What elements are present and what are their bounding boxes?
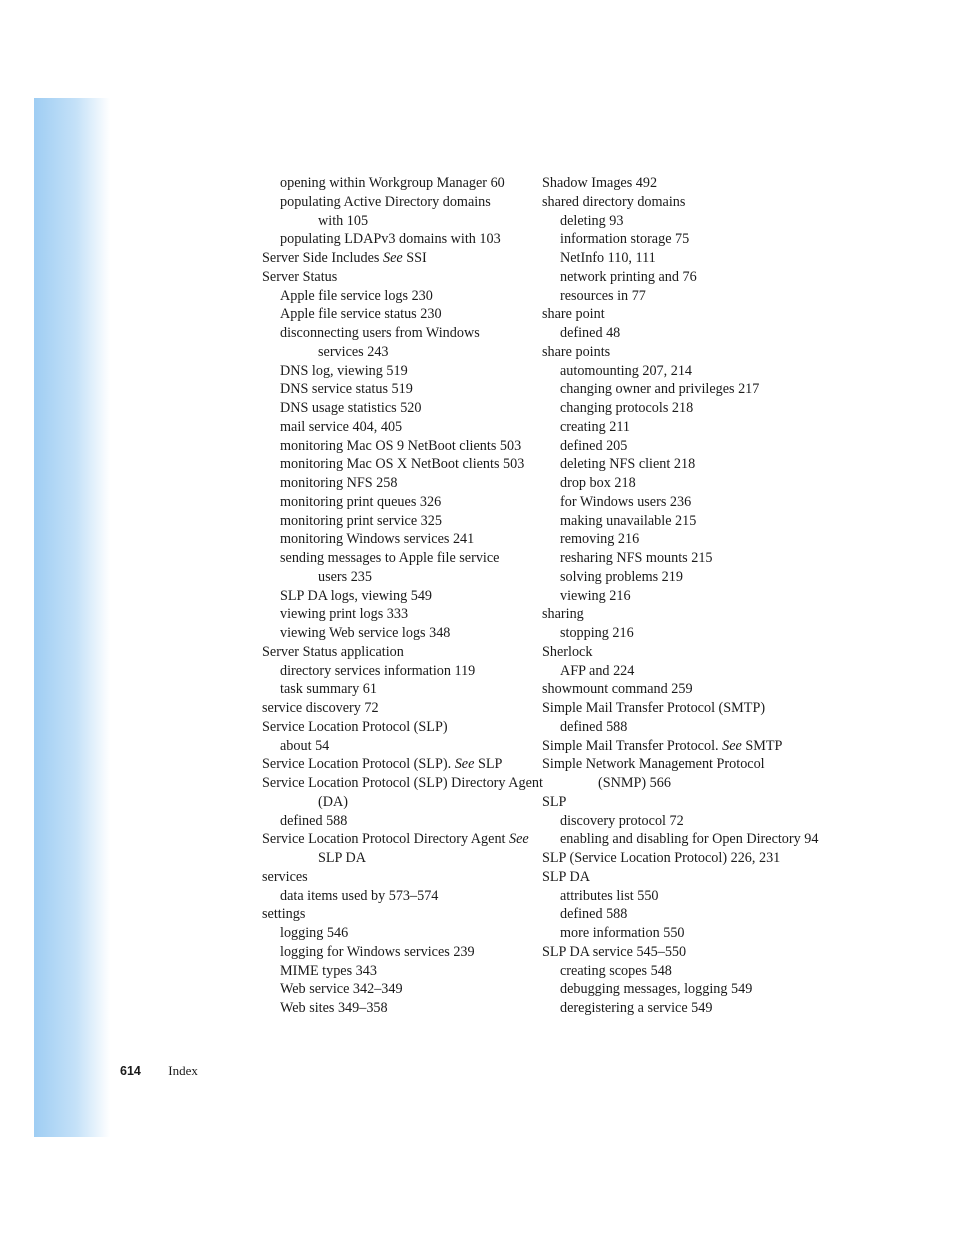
index-entry bbox=[262, 962, 532, 981]
index-entry-text: settings bbox=[262, 906, 306, 923]
index-entry-text: defined 48 bbox=[560, 325, 621, 341]
index-entry-text: deregistering a service 549 bbox=[560, 1000, 713, 1016]
index-entry bbox=[262, 999, 532, 1018]
index-entry-text: Simple Mail Transfer Protocol. bbox=[542, 737, 723, 754]
index-entry bbox=[542, 343, 842, 362]
index-entry bbox=[262, 474, 532, 493]
index-entry bbox=[262, 737, 532, 756]
index-entry-text: AFP and 224 bbox=[560, 662, 635, 679]
index-entry-text: populating Active Directory domains bbox=[280, 193, 491, 210]
index-entry-text: monitoring Mac OS X NetBoot clients 503 bbox=[280, 456, 525, 473]
index-entry bbox=[542, 268, 842, 287]
index-entry-text: Service Location Protocol Directory Agent bbox=[262, 831, 510, 848]
index-entry-text: Simple Network Management Protocol bbox=[542, 756, 765, 773]
index-entry-text: Web sites 349–358 bbox=[280, 1000, 388, 1016]
index-entry-text: monitoring Windows services 241 bbox=[280, 531, 475, 548]
index-entry bbox=[262, 755, 532, 774]
index-entry bbox=[262, 980, 532, 999]
see-target: SLP bbox=[474, 756, 503, 773]
index-entry-text: monitoring print service 325 bbox=[280, 512, 442, 529]
index-entry bbox=[262, 830, 532, 849]
index-entry-text: removing 216 bbox=[560, 531, 640, 548]
index-entry bbox=[262, 718, 532, 737]
index-entry bbox=[542, 549, 842, 568]
index-entry bbox=[542, 324, 842, 343]
index-entry-text: Server Side Includes bbox=[262, 250, 383, 266]
index-entry bbox=[542, 568, 842, 587]
index-entry-text: disconnecting users from Windows bbox=[280, 325, 480, 341]
index-entry-text: monitoring NFS 258 bbox=[280, 475, 398, 491]
index-entry-text: showmount command 259 bbox=[542, 681, 693, 698]
index-entry bbox=[542, 812, 842, 831]
index-entry-text: creating 211 bbox=[560, 418, 630, 435]
index-entry-text: services bbox=[262, 868, 308, 885]
index-entry bbox=[262, 418, 532, 437]
index-entry bbox=[262, 699, 532, 718]
index-entry-text: services 243 bbox=[318, 343, 389, 360]
index-entry-text: DNS usage statistics 520 bbox=[280, 400, 422, 416]
index-entry bbox=[262, 812, 532, 831]
index-entry bbox=[262, 849, 532, 868]
index-entry-text: service discovery 72 bbox=[262, 700, 379, 716]
index-entry bbox=[262, 887, 532, 906]
index-entry-text: more information 550 bbox=[560, 925, 685, 941]
index-entry-text: Server Status application bbox=[262, 643, 404, 660]
index-entry-text: resharing NFS mounts 215 bbox=[560, 550, 713, 566]
index-column-left bbox=[262, 174, 543, 1018]
index-entry bbox=[542, 980, 842, 999]
index-entry bbox=[542, 418, 842, 437]
index-entry bbox=[262, 624, 532, 643]
index-entry-text: solving problems 219 bbox=[560, 568, 683, 585]
index-entry-text: viewing Web service logs 348 bbox=[280, 625, 451, 641]
index-entry bbox=[262, 924, 532, 943]
index-entry bbox=[262, 455, 532, 474]
index-entry-text: Apple file service logs 230 bbox=[280, 287, 433, 304]
index-entry bbox=[542, 943, 842, 962]
index-entry bbox=[262, 512, 532, 531]
index-entry-text: users 235 bbox=[318, 568, 372, 585]
index-entry-text: SLP (Service Location Protocol) 226, 231 bbox=[542, 850, 781, 866]
index-entry bbox=[262, 249, 532, 268]
index-entry bbox=[542, 437, 842, 456]
index-entry bbox=[262, 493, 532, 512]
index-entry bbox=[542, 455, 842, 474]
index-entry-text: data items used by 573–574 bbox=[280, 887, 439, 904]
index-entry bbox=[542, 849, 842, 868]
index-entry bbox=[542, 493, 842, 512]
index-entry bbox=[262, 268, 532, 287]
index-entry-text: defined 588 bbox=[560, 718, 628, 735]
index-entry-text: Sherlock bbox=[542, 643, 593, 660]
side-color-band bbox=[34, 98, 110, 1137]
index-entry-text: deleting 93 bbox=[560, 212, 624, 229]
index-entry-text: defined 205 bbox=[560, 437, 628, 454]
index-entry-text: DNS log, viewing 519 bbox=[280, 362, 408, 379]
index-entry-text: DNS service status 519 bbox=[280, 381, 413, 398]
index-entry bbox=[262, 943, 532, 962]
index-entry bbox=[542, 830, 842, 849]
index-entry-text: monitoring Mac OS 9 NetBoot clients 503 bbox=[280, 437, 522, 454]
index-entry-text: automounting 207, 214 bbox=[560, 362, 693, 379]
index-entry-text: creating scopes 548 bbox=[560, 962, 672, 979]
index-entry bbox=[262, 587, 532, 606]
index-entry bbox=[262, 568, 532, 587]
index-entry bbox=[262, 399, 532, 418]
index-entry-text: drop box 218 bbox=[560, 475, 636, 491]
index-entry bbox=[262, 868, 532, 887]
index-entry bbox=[542, 962, 842, 981]
index-entry bbox=[542, 230, 842, 249]
footer-section-label: Index bbox=[168, 1063, 198, 1078]
page-number: 614 bbox=[120, 1064, 141, 1078]
index-entry bbox=[542, 474, 842, 493]
index-column-right bbox=[542, 174, 842, 1018]
index-entry-text: about 54 bbox=[280, 737, 330, 754]
index-entry-text: changing protocols 218 bbox=[560, 400, 694, 416]
index-entry bbox=[542, 680, 842, 699]
index-entry-text: enabling and disabling for Open Directory 94 bbox=[560, 831, 819, 848]
index-entry-text: MIME types 343 bbox=[280, 962, 377, 979]
index-entry-text: sharing bbox=[542, 606, 584, 623]
index-entry bbox=[542, 624, 842, 643]
index-entry bbox=[542, 774, 842, 793]
index-entry bbox=[262, 380, 532, 399]
index-entry bbox=[262, 212, 532, 231]
index-entry-text: shared directory domains bbox=[542, 193, 686, 210]
index-entry-text: logging 546 bbox=[280, 925, 349, 941]
see-target: SMTP bbox=[741, 737, 783, 754]
index-entry bbox=[542, 662, 842, 681]
index-entry bbox=[542, 212, 842, 231]
index-entry bbox=[542, 287, 842, 306]
index-entry bbox=[262, 343, 532, 362]
index-entry bbox=[542, 793, 842, 812]
page-footer bbox=[120, 1063, 198, 1079]
index-entry-text: Service Location Protocol (SLP) bbox=[262, 718, 448, 735]
index-entry bbox=[542, 905, 842, 924]
index-entry-text: task summary 61 bbox=[280, 681, 377, 698]
index-entry-text: SLP bbox=[542, 793, 567, 810]
index-entry bbox=[542, 643, 842, 662]
index-entry-text: directory services information 119 bbox=[280, 662, 476, 679]
index-entry bbox=[542, 362, 842, 381]
index-entry bbox=[542, 587, 842, 606]
see-target: SSI bbox=[402, 250, 427, 266]
index-entry bbox=[542, 868, 842, 887]
index-entry-text: Simple Mail Transfer Protocol (SMTP) bbox=[542, 700, 766, 716]
index-entry-text: monitoring print queues 326 bbox=[280, 493, 442, 510]
index-entry-text: Service Location Protocol (SLP). bbox=[262, 756, 455, 773]
index-entry bbox=[262, 437, 532, 456]
index-entry-text: attributes list 550 bbox=[560, 887, 659, 904]
index-entry bbox=[262, 680, 532, 699]
index-entry-text: resources in 77 bbox=[560, 287, 646, 304]
index-entry bbox=[542, 512, 842, 531]
index-entry bbox=[262, 230, 532, 249]
index-entry-text: Shadow Images 492 bbox=[542, 175, 658, 191]
index-entry-text: SLP DA bbox=[542, 868, 590, 885]
index-entry-text: Apple file service status 230 bbox=[280, 306, 442, 323]
index-entry bbox=[262, 605, 532, 624]
index-entry bbox=[542, 755, 842, 774]
index-entry bbox=[542, 737, 842, 756]
index-entry-text: mail service 404, 405 bbox=[280, 418, 403, 435]
index-entry bbox=[262, 324, 532, 343]
index-entry bbox=[262, 193, 532, 212]
index-entry-text: SLP DA bbox=[318, 850, 366, 866]
index-entry-text: with 105 bbox=[318, 212, 369, 229]
index-entry-text: defined 588 bbox=[560, 906, 628, 923]
index-entry-text: Server Status bbox=[262, 268, 338, 285]
index-entry bbox=[542, 924, 842, 943]
index-entry bbox=[542, 174, 842, 193]
index-entry-text: logging for Windows services 239 bbox=[280, 943, 475, 960]
index-entry bbox=[542, 530, 842, 549]
index-entry bbox=[262, 549, 532, 568]
index-entry bbox=[542, 249, 842, 268]
index-entry-text: opening within Workgroup Manager 60 bbox=[280, 175, 505, 191]
index-entry-text: (DA) bbox=[318, 793, 348, 810]
index-entry bbox=[542, 605, 842, 624]
index-entry-text: viewing 216 bbox=[560, 587, 631, 604]
index-entry bbox=[262, 793, 532, 812]
see-reference: See bbox=[509, 831, 529, 848]
index-entry-text: populating LDAPv3 domains with 103 bbox=[280, 231, 501, 248]
index-entry bbox=[542, 718, 842, 737]
index-entry bbox=[262, 774, 543, 793]
index-entry bbox=[262, 305, 532, 324]
index-entry-text: network printing and 76 bbox=[560, 268, 697, 285]
index-entry bbox=[542, 999, 842, 1018]
index-entry bbox=[262, 905, 532, 924]
index-entry-text: NetInfo 110, 111 bbox=[560, 250, 656, 266]
index-entry-text: viewing print logs 333 bbox=[280, 606, 409, 623]
index-entry-text: (SNMP) 566 bbox=[598, 775, 671, 791]
index-entry-text: share point bbox=[542, 306, 605, 323]
index-entry bbox=[542, 699, 842, 718]
see-reference: See bbox=[454, 756, 475, 773]
index-entry bbox=[262, 174, 532, 193]
see-reference: See bbox=[722, 737, 742, 754]
index-entry-text: changing owner and privileges 217 bbox=[560, 381, 760, 398]
index-entry-text: discovery protocol 72 bbox=[560, 812, 684, 829]
index-entry-text: SLP DA logs, viewing 549 bbox=[280, 587, 433, 604]
index-entry-text: for Windows users 236 bbox=[560, 493, 692, 510]
index-entry-text: sending messages to Apple file service bbox=[280, 550, 500, 566]
index-entry-text: Web service 342–349 bbox=[280, 981, 403, 998]
see-reference: See bbox=[382, 250, 403, 266]
index-entry bbox=[542, 305, 842, 324]
index-entry-text: stopping 216 bbox=[560, 625, 634, 641]
index-entry bbox=[542, 399, 842, 418]
index-entry bbox=[262, 662, 532, 681]
index-entry-text: making unavailable 215 bbox=[560, 512, 697, 529]
index-entry bbox=[262, 362, 532, 381]
index-entry bbox=[542, 887, 842, 906]
index-entry-text: information storage 75 bbox=[560, 231, 690, 248]
index-entry-text: deleting NFS client 218 bbox=[560, 456, 696, 473]
index-entry bbox=[542, 380, 842, 399]
index-entry-text: share points bbox=[542, 343, 611, 360]
index-entry-text: SLP DA service 545–550 bbox=[542, 943, 687, 960]
index-entry-text: Service Location Protocol (SLP) Directory Agent bbox=[262, 775, 543, 791]
index-entry-text: defined 588 bbox=[280, 812, 348, 829]
index-entry bbox=[262, 530, 532, 549]
index-entry bbox=[262, 287, 532, 306]
index-entry-text: debugging messages, logging 549 bbox=[560, 981, 753, 998]
index-entry bbox=[262, 643, 532, 662]
index-entry bbox=[542, 193, 842, 212]
